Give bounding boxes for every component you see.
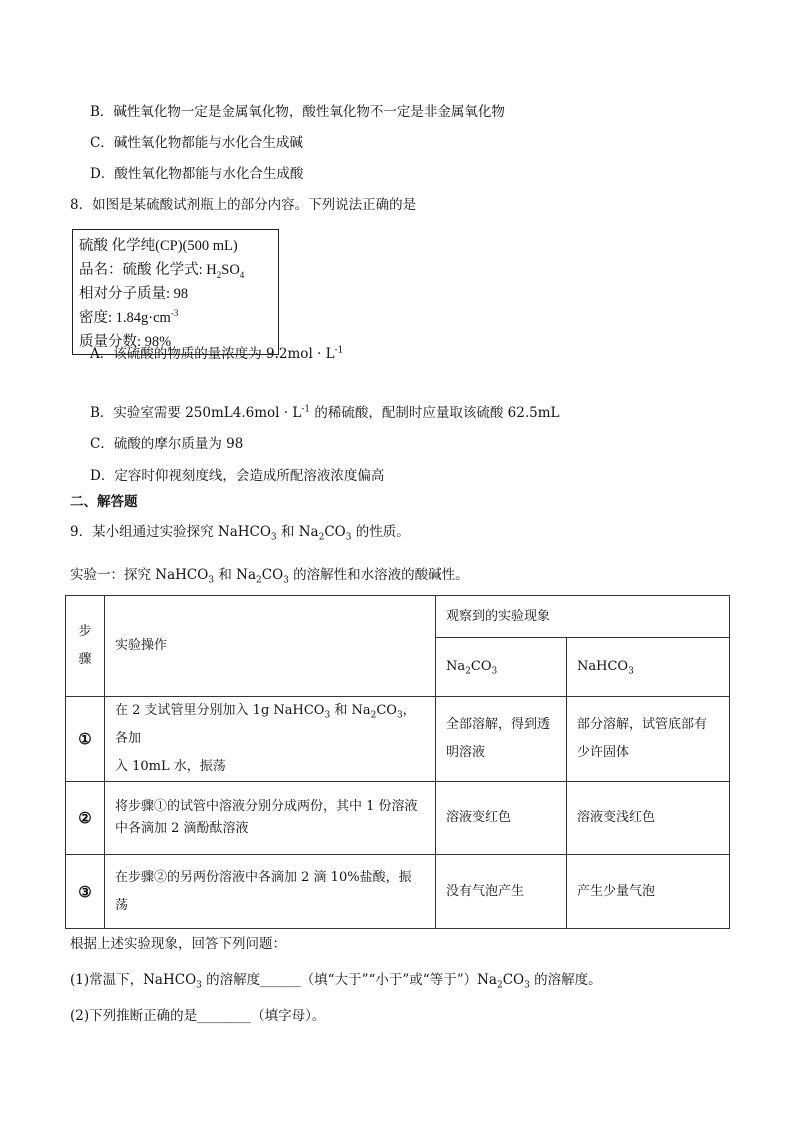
row2-operation: 将步骤①的试管中溶液分别分成两份，其中 1 份溶液 中各滴加 2 滴酚酞溶液 — [105, 782, 436, 855]
row3-na2co3: 没有气泡产生 — [436, 855, 567, 929]
header-nahco3: NaHCO$_3$ — [567, 638, 730, 697]
option-d-top: D．酸性氧化物都能与水化合生成酸 — [90, 166, 304, 182]
row1-na2co3: 全部溶解，得到透 明溶液 — [436, 697, 567, 782]
label-line-2: 品名：硫酸 化学式: $H_2SO_4$ — [79, 262, 245, 280]
step-1: ① — [66, 697, 105, 782]
header-operation: 实验操作 — [105, 596, 436, 697]
section-title: 二、解答题 — [70, 494, 138, 510]
label-line-5: 质量分数: 98% — [79, 334, 172, 350]
q8-option-a: A．该硫酸的物质的量浓度为 $9.2mol \cdot L^{-1}$ — [90, 345, 344, 362]
option-b-top: B．碱性氧化物一定是金属氧化物，酸性氧化物不一定是非金属氧化物 — [90, 104, 505, 120]
header-step: 步 骤 — [66, 596, 105, 697]
row2-nahco3: 溶液变浅红色 — [567, 782, 730, 855]
row2-na2co3: 溶液变红色 — [436, 782, 567, 855]
table-header-row — [66, 596, 730, 638]
table-row — [66, 697, 730, 782]
question-8-stem: 8．如图是某硫酸试剂瓶上的部分内容。下列说法正确的是 — [70, 197, 417, 213]
reagent-label-box — [72, 229, 279, 355]
table-row — [66, 855, 730, 929]
label-line-3: 相对分子质量: 98 — [79, 286, 189, 302]
label-line-4: 密度: $1.84g\cdot cm^{-3}$ — [79, 308, 179, 326]
label-line-1: 硫酸 化学纯(CP)(500 mL) — [79, 238, 238, 254]
q8-option-b: B．实验室需要 $250mL4.6mol \cdot L^{-1}$ 的稀硫酸，配制时应量取该硫酸 62.5mL — [90, 404, 560, 421]
experiment-1-title: 实验一：探究 NaHCO$_3$ 和 $Na_2CO_3$ 的溶解性和水溶液的酸碱性。 — [70, 567, 469, 586]
q8-option-d: D．定容时仰视刻度线，会造成所配溶液浓度偏高 — [90, 468, 385, 484]
row1-nahco3: 部分溶解，试管底部有 少许固体 — [567, 697, 730, 782]
header-observation: 观察到的实验现象 — [436, 596, 730, 638]
header-na2co3: $Na_2CO_3$ — [436, 638, 567, 697]
row3-operation: 在步骤②的另两份溶液中各滴加 2 滴 10%盐酸，振 荡 — [105, 855, 436, 929]
answer-intro: 根据上述实验现象，回答下列问题： — [70, 936, 286, 952]
sub-question-1: (1)常温下，NaHCO$_3$ 的溶解度______（填“大于”“小于”或“等于$”)Na_2CO_3$ 的溶解度。 — [70, 972, 602, 991]
sub-question-2: (2)下列推断正确的是________（填字母）。 — [70, 1008, 326, 1024]
step-2: ② — [66, 782, 105, 855]
row1-operation: 在 2 支试管里分别加入 1g NaHCO$_3$ 和 $Na_2CO_3$，各加 入 10mL 水，振荡 — [105, 697, 436, 782]
table-row — [66, 782, 730, 855]
row3-nahco3: 产生少量气泡 — [567, 855, 730, 929]
q8-option-c: C．硫酸的摩尔质量为 98 — [90, 436, 244, 452]
option-c-top: C．碱性氧化物都能与水化合生成碱 — [90, 135, 303, 151]
experiment-table — [65, 595, 730, 929]
step-3: ③ — [66, 855, 105, 929]
question-9-stem: 9．某小组通过实验探究 NaHCO$_3$ 和 $Na_2CO_3$ 的性质。 — [70, 524, 410, 543]
